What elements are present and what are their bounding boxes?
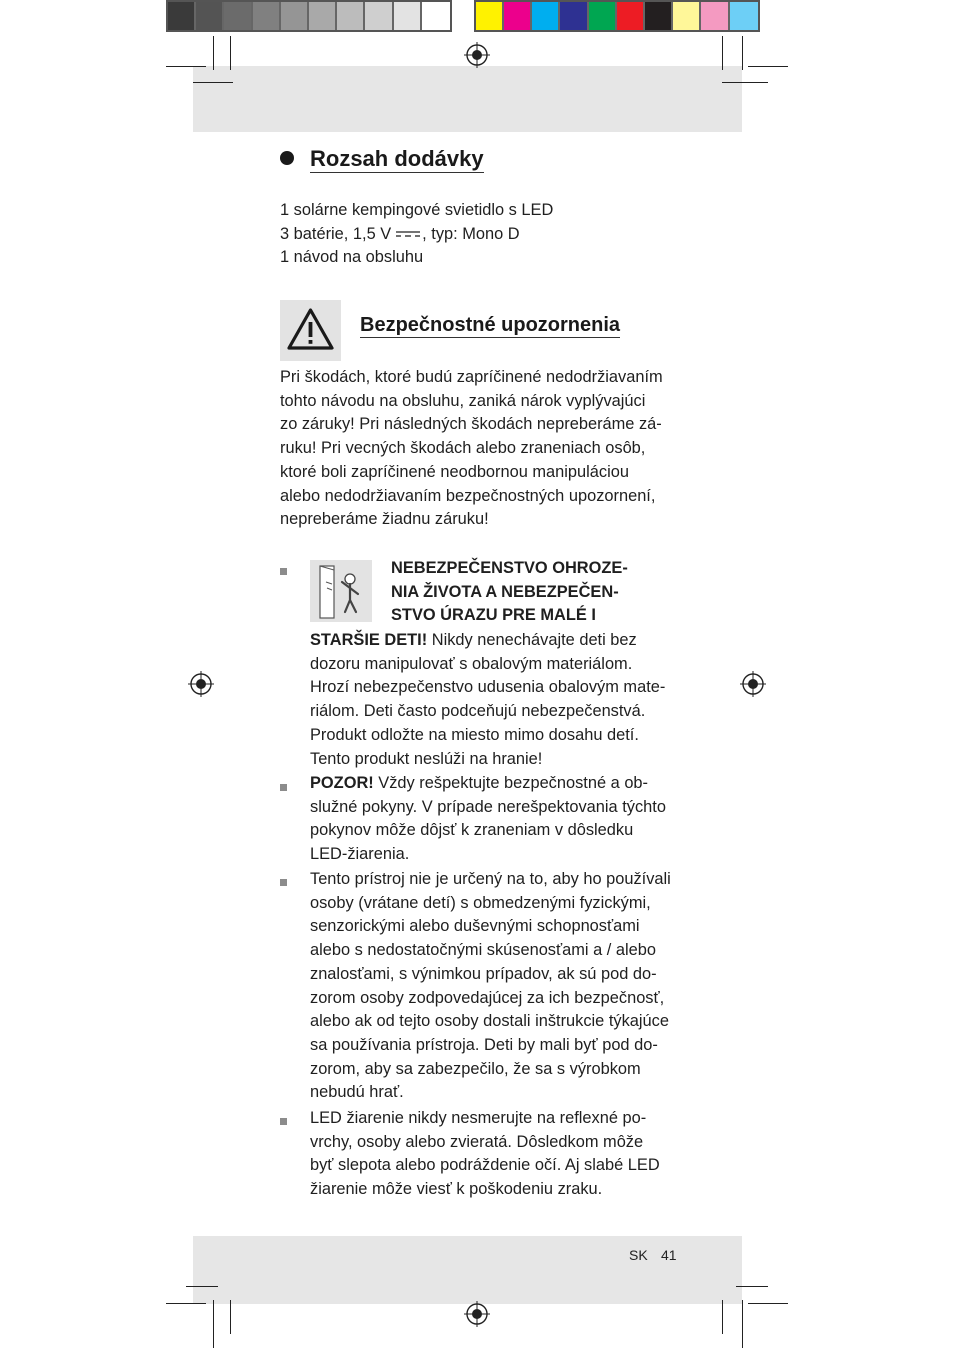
crop-mark xyxy=(166,66,206,67)
warning-triangle-icon xyxy=(280,300,341,361)
warning-2-text: POZOR! Vždy rešpektujte bezpečnostné a ob- služné pokyny. V prípade nerešpektovania týchto pokynov môže dôjsť k zraneniam v dôsledku LED-žiarenia. xyxy=(310,774,666,864)
crop-mark xyxy=(186,1286,218,1287)
safety-intro: Pri škodách, ktoré budú zapríčinené nedodržiavaním tohto návodu na obsluhu, zaniká nárok vyplývajúci zo záruky! Pri následných škodách nepreberáme zá- ruku! Pri vecných škodách alebo zraneniach osôb, ktoré boli zapríčinené neodbornou manipuláciou alebo nedodržiavaním bezpečnostných upozornení, nepreberáme žiadnu záruku! xyxy=(280,368,663,529)
bullet-square-icon xyxy=(280,879,287,886)
crop-mark xyxy=(213,1300,214,1348)
crop-mark xyxy=(230,36,231,70)
registration-mark-icon xyxy=(188,671,214,697)
crop-mark xyxy=(213,36,214,70)
crop-mark xyxy=(193,82,233,83)
warning-1-heading: NEBEZPEČENSTVO OHROZE- NIA ŽIVOTA A NEBEZPEČEN- STVO ÚRAZU PRE MALÉ I xyxy=(391,559,628,625)
registration-mark-icon xyxy=(464,42,490,68)
crop-mark xyxy=(748,1303,788,1304)
color-swatch xyxy=(309,2,337,30)
footer-language: SK xyxy=(629,1247,648,1263)
warning-1-text: STARŠIE DETI! Nikdy nenechávajte deti bez dozoru manipulovať s obalovým materiálom. Hrozí nebezpečenstvo udusenia obalovým mate- riálom. Deti často podceňujú nebezpečenstvá. Produkt odložte na miesto mimo dosahu detí. Tento produkt neslúži na hranie! xyxy=(310,631,666,768)
bullet-square-icon xyxy=(280,784,287,791)
bullet-dot-icon xyxy=(280,151,294,165)
crop-mark xyxy=(722,1300,723,1334)
color-swatch xyxy=(281,2,309,30)
delivery-list xyxy=(280,199,553,270)
color-swatch xyxy=(589,2,617,30)
list-item: 3 batérie, 1,5 V , typ: Mono D xyxy=(280,224,520,243)
crop-mark xyxy=(748,66,788,67)
color-swatch xyxy=(476,2,504,30)
color-swatch xyxy=(253,2,281,30)
section-title-safety: Bezpečnostné upozornenia xyxy=(360,314,621,336)
page-number: 41 xyxy=(661,1247,677,1263)
color-swatch xyxy=(701,2,729,30)
crop-mark xyxy=(230,1300,231,1334)
crop-mark xyxy=(166,1303,206,1304)
color-swatch xyxy=(394,2,422,30)
color-swatch xyxy=(337,2,365,30)
list-item: 1 návod na obsluhu xyxy=(280,248,424,267)
crop-mark xyxy=(742,1300,743,1348)
grayscale-swatches xyxy=(166,0,452,32)
color-swatch xyxy=(673,2,701,30)
color-swatch xyxy=(504,2,532,30)
bullet-square-icon xyxy=(280,1118,287,1125)
list-item: 1 solárne kempingové svietidlo s LED xyxy=(280,201,554,219)
section-title-delivery: Rozsah dodávky xyxy=(280,146,484,172)
color-swatch xyxy=(365,2,393,30)
footer-band xyxy=(193,1236,742,1304)
color-swatch xyxy=(224,2,252,30)
bullet-square-icon xyxy=(280,568,287,575)
color-swatch xyxy=(645,2,673,30)
dc-symbol-icon xyxy=(395,229,421,239)
warning-3-text: Tento prístroj nie je určený na to, aby ho používali osoby (vrátane detí) s obmedzenými fyzickými, senzorickými alebo duševnými schopnosťami alebo s nedostatočnými skúsenosťami a / alebo znalosťami, s výnimkou prípadov, ak sú pod do- zorom osoby zodpovedajúcej za ich bezpečnosť, alebo ak od tejto osoby dostali inštrukcie týkajúce sa používania prístroja. Deti by mali byť pod do- zorom, aby sa zabezpečilo, že sa s výrobkom nebudú hrať. xyxy=(310,870,671,1102)
color-swatch xyxy=(168,2,196,30)
registration-mark-icon xyxy=(464,1301,490,1327)
warning-box xyxy=(280,300,341,361)
crop-mark xyxy=(722,82,768,83)
crop-mark xyxy=(736,1286,768,1287)
crop-mark xyxy=(722,36,723,70)
header-band xyxy=(193,66,742,132)
warning-4-text: LED žiarenie nikdy nesmerujte na reflexné po- vrchy, osoby alebo zvieratá. Dôsledkom môže byť slepota alebo podráždenie očí. Aj slabé LED žiarenie môže viesť k poškodeniu zraku. xyxy=(310,1109,660,1199)
color-swatches xyxy=(474,0,760,32)
color-calibration-bar xyxy=(166,0,760,32)
child-danger-icon xyxy=(310,560,372,622)
child-warning-box xyxy=(310,560,372,622)
color-swatch xyxy=(617,2,645,30)
color-swatch xyxy=(730,2,758,30)
registration-mark-icon xyxy=(740,671,766,697)
crop-mark xyxy=(742,36,743,70)
color-swatch xyxy=(560,2,588,30)
color-swatch xyxy=(422,2,450,30)
color-swatch xyxy=(532,2,560,30)
color-swatch xyxy=(196,2,224,30)
